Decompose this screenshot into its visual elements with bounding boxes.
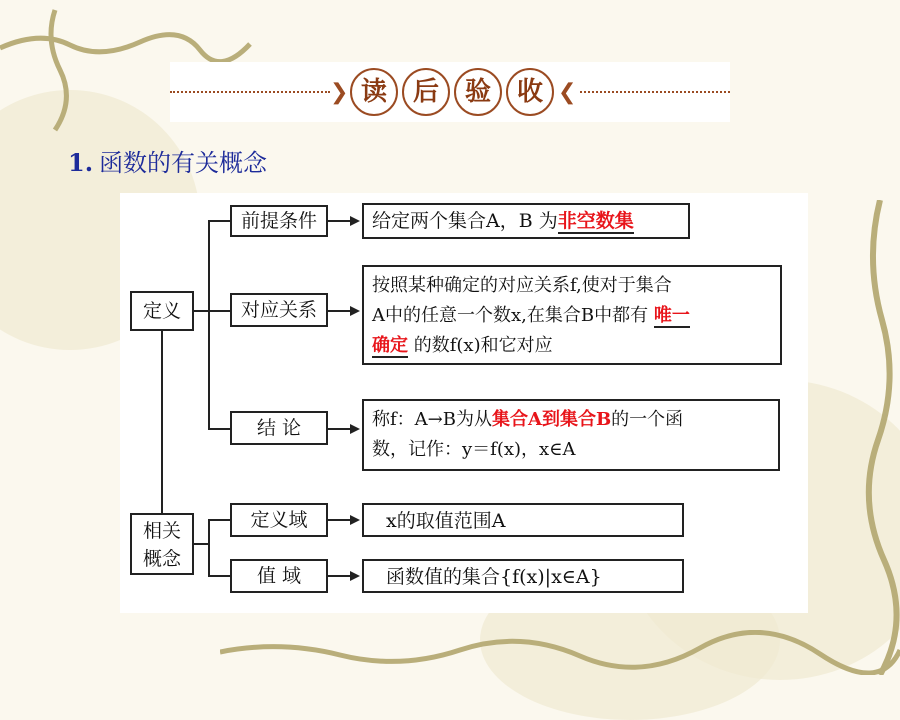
section-number: 1. bbox=[68, 148, 94, 177]
concl-line2: 数，记作：y＝f(x)，x∈A bbox=[372, 439, 576, 460]
concl-line1 bbox=[372, 405, 770, 435]
content-correspondence bbox=[362, 265, 782, 365]
header-char: 收 bbox=[506, 68, 554, 116]
vine-ornament-bottom bbox=[220, 630, 900, 675]
chevron-left-icon: ❮ bbox=[558, 80, 577, 105]
header-char: 读 bbox=[350, 68, 398, 116]
corr-line2-text: A中的任意一个数x,在集合B中都有 bbox=[372, 305, 649, 326]
label-range: 值 域 bbox=[230, 559, 328, 593]
arrow-head bbox=[350, 571, 360, 581]
arrow-head bbox=[350, 216, 360, 226]
header-char: 后 bbox=[402, 68, 450, 116]
connector bbox=[161, 331, 163, 513]
root-definition: 定义 bbox=[130, 291, 194, 331]
dotted-rule-left bbox=[170, 91, 330, 93]
content-conclusion bbox=[362, 399, 780, 471]
content-domain: x的取值范围A bbox=[362, 503, 684, 537]
label-domain: 定义域 bbox=[230, 503, 328, 537]
premise-highlight: 非空数集 bbox=[557, 210, 634, 232]
arrow-line bbox=[328, 310, 350, 312]
connector bbox=[208, 575, 230, 577]
corr-line3 bbox=[372, 331, 772, 361]
corr-line3-text: 的数f(x)和它对应 bbox=[413, 335, 553, 356]
concl-text-a: 称f：A→B为从 bbox=[372, 409, 492, 430]
root-related-concepts bbox=[130, 513, 194, 575]
concl-highlight: 集合A到集合B bbox=[491, 409, 612, 430]
section-title-text: 函数的有关概念 bbox=[99, 149, 268, 177]
corr-highlight1: 唯一 bbox=[653, 305, 690, 326]
root2-line2: 概念 bbox=[142, 548, 181, 570]
label-premise: 前提条件 bbox=[230, 205, 328, 237]
root2-line1: 相关 bbox=[142, 520, 181, 542]
arrow-line bbox=[328, 519, 350, 521]
label-correspondence: 对应关系 bbox=[230, 293, 328, 327]
connector bbox=[208, 519, 210, 577]
connector bbox=[208, 310, 230, 312]
premise-text: 给定两个集合A，B 为 bbox=[372, 210, 558, 232]
concept-diagram bbox=[120, 193, 808, 613]
header-char: 验 bbox=[454, 68, 502, 116]
vine-ornament-right bbox=[860, 200, 900, 675]
dotted-rule-right bbox=[580, 91, 730, 93]
concl-text-b: 的一个函 bbox=[611, 409, 684, 430]
connector bbox=[208, 220, 230, 222]
arrow-head bbox=[350, 306, 360, 316]
chevron-right-icon: ❯ bbox=[330, 80, 349, 105]
section-title bbox=[68, 143, 267, 178]
arrow-line bbox=[328, 575, 350, 577]
content-range: 函数值的集合{f(x)|x∈A} bbox=[362, 559, 684, 593]
corr-highlight2: 确定 bbox=[372, 335, 408, 356]
arrow-head bbox=[350, 424, 360, 434]
arrow-line bbox=[328, 220, 350, 222]
corr-line1: 按照某种确定的对应关系f,使对于集合 bbox=[372, 275, 672, 296]
connector bbox=[208, 428, 230, 430]
corr-line2 bbox=[372, 301, 772, 331]
label-conclusion: 结 论 bbox=[230, 411, 328, 445]
arrow-line bbox=[328, 428, 350, 430]
connector bbox=[208, 220, 210, 430]
header-banner bbox=[170, 62, 730, 122]
content-premise bbox=[362, 203, 690, 239]
connector bbox=[208, 519, 230, 521]
arrow-head bbox=[350, 515, 360, 525]
